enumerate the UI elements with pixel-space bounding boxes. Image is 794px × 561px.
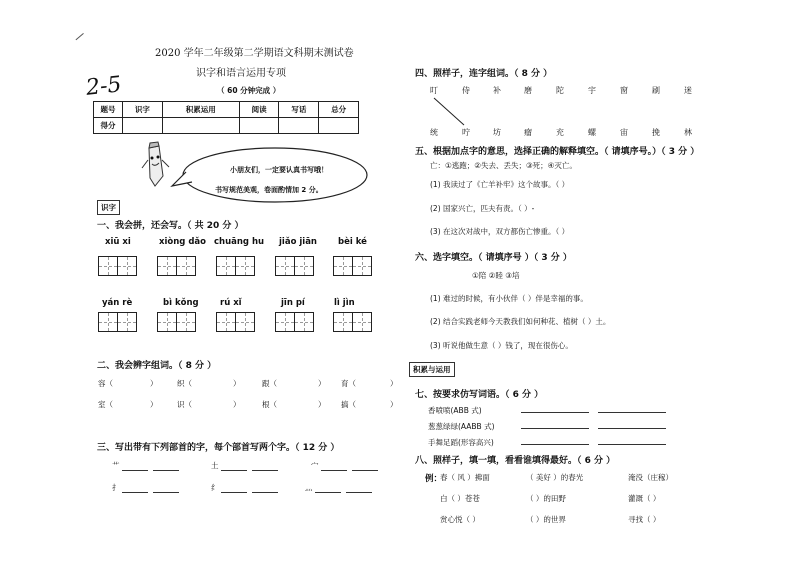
speech-bubble xyxy=(170,146,370,204)
section-tag-shizi: 识字 xyxy=(97,200,120,215)
q8-title: 八、照样子，填一填，看看谁填得最好。（ 6 分 ） xyxy=(415,456,616,466)
writing-grid[interactable] xyxy=(157,256,195,276)
answer-line[interactable] xyxy=(598,412,666,413)
score-cell[interactable] xyxy=(319,118,359,134)
writing-grid[interactable] xyxy=(98,312,136,332)
q4-bottom-char: 充 xyxy=(556,128,564,137)
section-tag-jilei: 积累与运用 xyxy=(409,362,455,377)
radical xyxy=(211,460,278,471)
q2-word: ） xyxy=(390,379,398,388)
score-cell[interactable] xyxy=(239,118,279,134)
writing-grid[interactable] xyxy=(275,256,313,276)
writing-grid[interactable] xyxy=(333,312,371,332)
connector-line xyxy=(430,96,470,128)
q4-top-char: 陀 xyxy=(556,86,564,95)
q5-item: (2) 国家兴亡，匹夫有责。（ ）- xyxy=(430,204,535,213)
q4-top-char: 窗 xyxy=(620,86,628,95)
q4-top-char: 补 xyxy=(493,86,501,95)
radical-label: 土 xyxy=(211,461,219,470)
q4-bottom-char: 宙 xyxy=(620,128,628,137)
q4-top-char: 侍 xyxy=(462,86,470,95)
pinyin: jiǎo jiān xyxy=(279,237,317,247)
score-cell[interactable] xyxy=(123,118,163,134)
q4-bottom-char: 螺 xyxy=(588,128,596,137)
q2-word: 识（ xyxy=(177,400,192,409)
q2-word: 跟（ xyxy=(262,379,277,388)
bubble-line-2: 书写规范美观，卷面酌情加 2 分。 xyxy=(215,186,323,194)
score-header: 写话 xyxy=(279,102,319,118)
radical xyxy=(112,460,179,471)
score-header: 识字 xyxy=(123,102,163,118)
radical-label: 纟 xyxy=(211,483,219,492)
q2-word: 搞（ xyxy=(341,400,356,409)
pinyin: rú xǐ xyxy=(220,298,242,308)
score-header: 题号 xyxy=(94,102,123,118)
radical xyxy=(211,482,278,493)
pinyin: jīn pí xyxy=(281,298,305,308)
radical-label: 扌 xyxy=(112,483,120,492)
page-title: 2020 学年二年级第二学期语文科期末测试卷 xyxy=(155,48,354,59)
q8-item: 灌溉（ ） xyxy=(628,494,661,503)
q4-title: 四、照样子，连字组词。（ 8 分 ） xyxy=(415,69,553,79)
q6-item: (3) 听说他做生意（ ）钱了，现在很伤心。 xyxy=(430,341,573,350)
pencil-mascot-icon xyxy=(138,140,172,190)
pinyin: xiū xi xyxy=(105,237,131,247)
q6-item: (2) 结合实践老师今天教我们如何种花、植树（ ）土。 xyxy=(430,317,611,326)
q2-word: 室（ xyxy=(98,400,113,409)
q4-bottom-char: 统 xyxy=(430,128,438,137)
q4-bottom-char: 挽 xyxy=(652,128,660,137)
pinyin: chuāng hu xyxy=(214,237,265,247)
q7-title: 七、按要求仿写词语。（ 6 分 ） xyxy=(415,390,544,400)
q7-item: 手舞足蹈(形容高兴) xyxy=(428,438,494,447)
q5-title: 五、根据加点字的意思，选择正确的解释填空。（ 请填序号。）（ 3 分 ） xyxy=(415,147,700,157)
q2-word: 容（ xyxy=(98,379,113,388)
q5-item: (1) 我读过了《亡羊补牢》这个故事。（ ） xyxy=(430,180,570,189)
pinyin: yán rè xyxy=(102,298,133,308)
q2-word: ） xyxy=(390,400,398,409)
q2-word: 育（ xyxy=(341,379,356,388)
q4-bottom-char: 坊 xyxy=(493,128,501,137)
q4-bottom-char: 瘤 xyxy=(524,128,532,137)
score-table xyxy=(93,101,359,134)
score-header: 总分 xyxy=(319,102,359,118)
q2-word: 根（ xyxy=(262,400,277,409)
q6-item: (1) 难过的时候，有小伙伴（ ）伴是幸福的事。 xyxy=(430,294,588,303)
q8-item: 寻找（ ） xyxy=(628,515,661,524)
q5-options: 亡：①逃跑；②失去、丢失；③死；④灭亡。 xyxy=(430,161,577,170)
q8-example: （ 美好 ）的春光 xyxy=(526,473,584,482)
handwritten-note: 2-5 xyxy=(84,72,123,101)
radical xyxy=(305,482,372,493)
q2-word: ） xyxy=(150,400,158,409)
q2-word: ） xyxy=(318,400,326,409)
score-cell[interactable] xyxy=(162,118,239,134)
q8-item: 白（ ）苍苍 xyxy=(440,494,480,503)
radical xyxy=(112,482,179,493)
q4-top-char: 刷 xyxy=(652,86,660,95)
q8-example: 淹没（庄稼） xyxy=(628,473,673,482)
q2-title: 二、我会辨字组词。（ 8 分 ） xyxy=(97,361,217,371)
q4-top-char: 磨 xyxy=(524,86,532,95)
radical-label: 灬 xyxy=(305,483,313,492)
q2-word: ） xyxy=(233,400,241,409)
writing-grid[interactable] xyxy=(275,312,313,332)
writing-grid[interactable] xyxy=(98,256,136,276)
q4-top-char: 迷 xyxy=(684,86,692,95)
radical xyxy=(311,460,378,471)
radical-label: 宀 xyxy=(311,461,319,470)
writing-grid[interactable] xyxy=(157,312,195,332)
q2-word: 织（ xyxy=(177,379,192,388)
q5-item: (3) 在这次对战中，双方都伤亡惨重。（ ） xyxy=(430,227,570,236)
writing-grid[interactable] xyxy=(333,256,371,276)
q7-item: 香喷喷(ABB 式) xyxy=(428,406,482,415)
score-header: 阅读 xyxy=(239,102,279,118)
q2-word: ） xyxy=(233,379,241,388)
answer-line[interactable] xyxy=(521,428,589,429)
q8-item: （ ）的田野 xyxy=(526,494,566,503)
pinyin: xiòng dǎo xyxy=(159,237,206,247)
q4-top-char: 宇 xyxy=(588,86,596,95)
writing-grid[interactable] xyxy=(216,256,254,276)
writing-grid[interactable] xyxy=(216,312,254,332)
example-label: 例： xyxy=(425,474,443,484)
stray-mark xyxy=(76,33,85,41)
q6-options: ①陪 ②睦 ③培 xyxy=(472,271,520,280)
pinyin: bèi ké xyxy=(338,237,367,247)
score-row-label: 得分 xyxy=(94,118,123,134)
score-cell[interactable] xyxy=(279,118,319,134)
answer-line[interactable] xyxy=(598,428,666,429)
q1-title: 一、我会拼，还会写。（ 共 20 分 ） xyxy=(97,221,244,231)
pinyin: bì kǒng xyxy=(163,298,199,308)
q4-bottom-char: 咛 xyxy=(462,128,470,137)
answer-line[interactable] xyxy=(521,412,589,413)
q3-title: 三、写出带有下列部首的字，每个部首写两个字。（ 12 分 ） xyxy=(97,443,340,453)
q8-example: 春（ 风 ）拂面 xyxy=(440,473,490,482)
answer-line[interactable] xyxy=(598,444,666,445)
score-header: 积累运用 xyxy=(162,102,239,118)
answer-line[interactable] xyxy=(521,444,589,445)
q2-word: ） xyxy=(150,379,158,388)
q8-item: 赏心悦（ ） xyxy=(440,515,480,524)
q6-title: 六、选字填空。（ 请填序号 ）（ 3 分 ） xyxy=(415,253,572,263)
bubble-line-1: 小朋友们，一定要认真书写哦！ xyxy=(230,166,328,174)
q7-item: 葱葱绿绿(AABB 式) xyxy=(428,422,495,431)
q4-top-char: 叮 xyxy=(430,86,438,95)
q8-item: （ ）的世界 xyxy=(526,515,566,524)
q2-word: ） xyxy=(318,379,326,388)
radical-label: 艹 xyxy=(112,461,120,470)
time-limit: （ 60 分钟完成 ） xyxy=(217,86,281,95)
q4-bottom-char: 林 xyxy=(684,128,692,137)
pinyin: lì jìn xyxy=(334,298,355,308)
page-subtitle: 识字和语言运用专项 xyxy=(196,68,286,79)
